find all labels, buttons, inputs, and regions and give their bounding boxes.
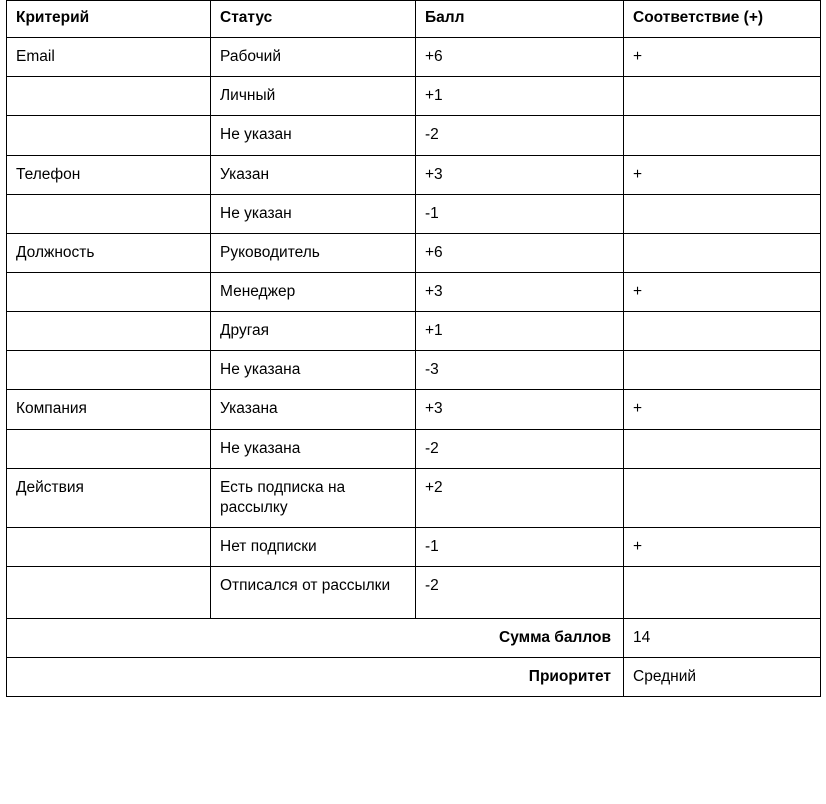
cell-score: +6: [416, 233, 624, 272]
cell-criterion: [7, 272, 211, 311]
cell-score: +3: [416, 390, 624, 429]
cell-status: Не указана: [211, 351, 416, 390]
cell-status: Не указана: [211, 429, 416, 468]
cell-status: Рабочий: [211, 38, 416, 77]
cell-criterion: [7, 527, 211, 566]
cell-status: Личный: [211, 77, 416, 116]
cell-score: +2: [416, 468, 624, 527]
cell-criterion: [7, 567, 211, 619]
cell-score: -3: [416, 351, 624, 390]
cell-status: Указана: [211, 390, 416, 429]
column-header-match: Соответствие (+): [624, 1, 821, 38]
cell-score: -2: [416, 429, 624, 468]
table-row: [7, 116, 821, 155]
cell-match: [624, 77, 821, 116]
table-row: [7, 468, 821, 527]
table-header: [7, 1, 821, 38]
cell-status: Менеджер: [211, 272, 416, 311]
cell-match: +: [624, 527, 821, 566]
table-row: [7, 567, 821, 619]
cell-status: Не указан: [211, 116, 416, 155]
summary-row-total: [7, 619, 821, 658]
cell-status: Отписался от рассылки: [211, 567, 416, 619]
column-header-status: Статус: [211, 1, 416, 38]
column-header-criterion: Критерий: [7, 1, 211, 38]
table-row: [7, 390, 821, 429]
cell-status: Не указан: [211, 194, 416, 233]
cell-criterion: [7, 77, 211, 116]
table-row: [7, 527, 821, 566]
cell-status: Нет подписки: [211, 527, 416, 566]
cell-criterion: Компания: [7, 390, 211, 429]
table-row: [7, 194, 821, 233]
cell-match: [624, 116, 821, 155]
cell-match: +: [624, 272, 821, 311]
summary-value-total: 14: [624, 619, 821, 658]
cell-match: +: [624, 390, 821, 429]
table-body: [7, 38, 821, 697]
cell-criterion: Email: [7, 38, 211, 77]
table-header-row: [7, 1, 821, 38]
cell-score: -2: [416, 116, 624, 155]
cell-score: -1: [416, 527, 624, 566]
cell-match: [624, 567, 821, 619]
table-row: [7, 351, 821, 390]
cell-criterion: Действия: [7, 468, 211, 527]
table-row: [7, 77, 821, 116]
cell-match: [624, 429, 821, 468]
cell-criterion: [7, 194, 211, 233]
cell-score: -2: [416, 567, 624, 619]
cell-match: [624, 468, 821, 527]
cell-score: +3: [416, 155, 624, 194]
table-row: [7, 312, 821, 351]
cell-score: +1: [416, 77, 624, 116]
table-row: [7, 429, 821, 468]
cell-status: Другая: [211, 312, 416, 351]
cell-match: [624, 351, 821, 390]
cell-criterion: Должность: [7, 233, 211, 272]
cell-criterion: Телефон: [7, 155, 211, 194]
cell-score: +6: [416, 38, 624, 77]
table-row: [7, 38, 821, 77]
cell-score: -1: [416, 194, 624, 233]
lead-scoring-table: [6, 0, 821, 697]
column-header-score: Балл: [416, 1, 624, 38]
cell-match: +: [624, 38, 821, 77]
cell-match: +: [624, 155, 821, 194]
table-row: [7, 155, 821, 194]
cell-status: Есть подписка на рассылку: [211, 468, 416, 527]
cell-match: [624, 233, 821, 272]
cell-score: +1: [416, 312, 624, 351]
cell-criterion: [7, 429, 211, 468]
cell-status: Указан: [211, 155, 416, 194]
summary-label-priority: Приоритет: [7, 658, 624, 697]
cell-match: [624, 312, 821, 351]
table-row: [7, 233, 821, 272]
table-row: [7, 272, 821, 311]
summary-value-priority: Средний: [624, 658, 821, 697]
cell-criterion: [7, 351, 211, 390]
cell-criterion: [7, 116, 211, 155]
cell-match: [624, 194, 821, 233]
cell-criterion: [7, 312, 211, 351]
cell-status: Руководитель: [211, 233, 416, 272]
summary-label-total: Сумма баллов: [7, 619, 624, 658]
summary-row-priority: [7, 658, 821, 697]
cell-score: +3: [416, 272, 624, 311]
